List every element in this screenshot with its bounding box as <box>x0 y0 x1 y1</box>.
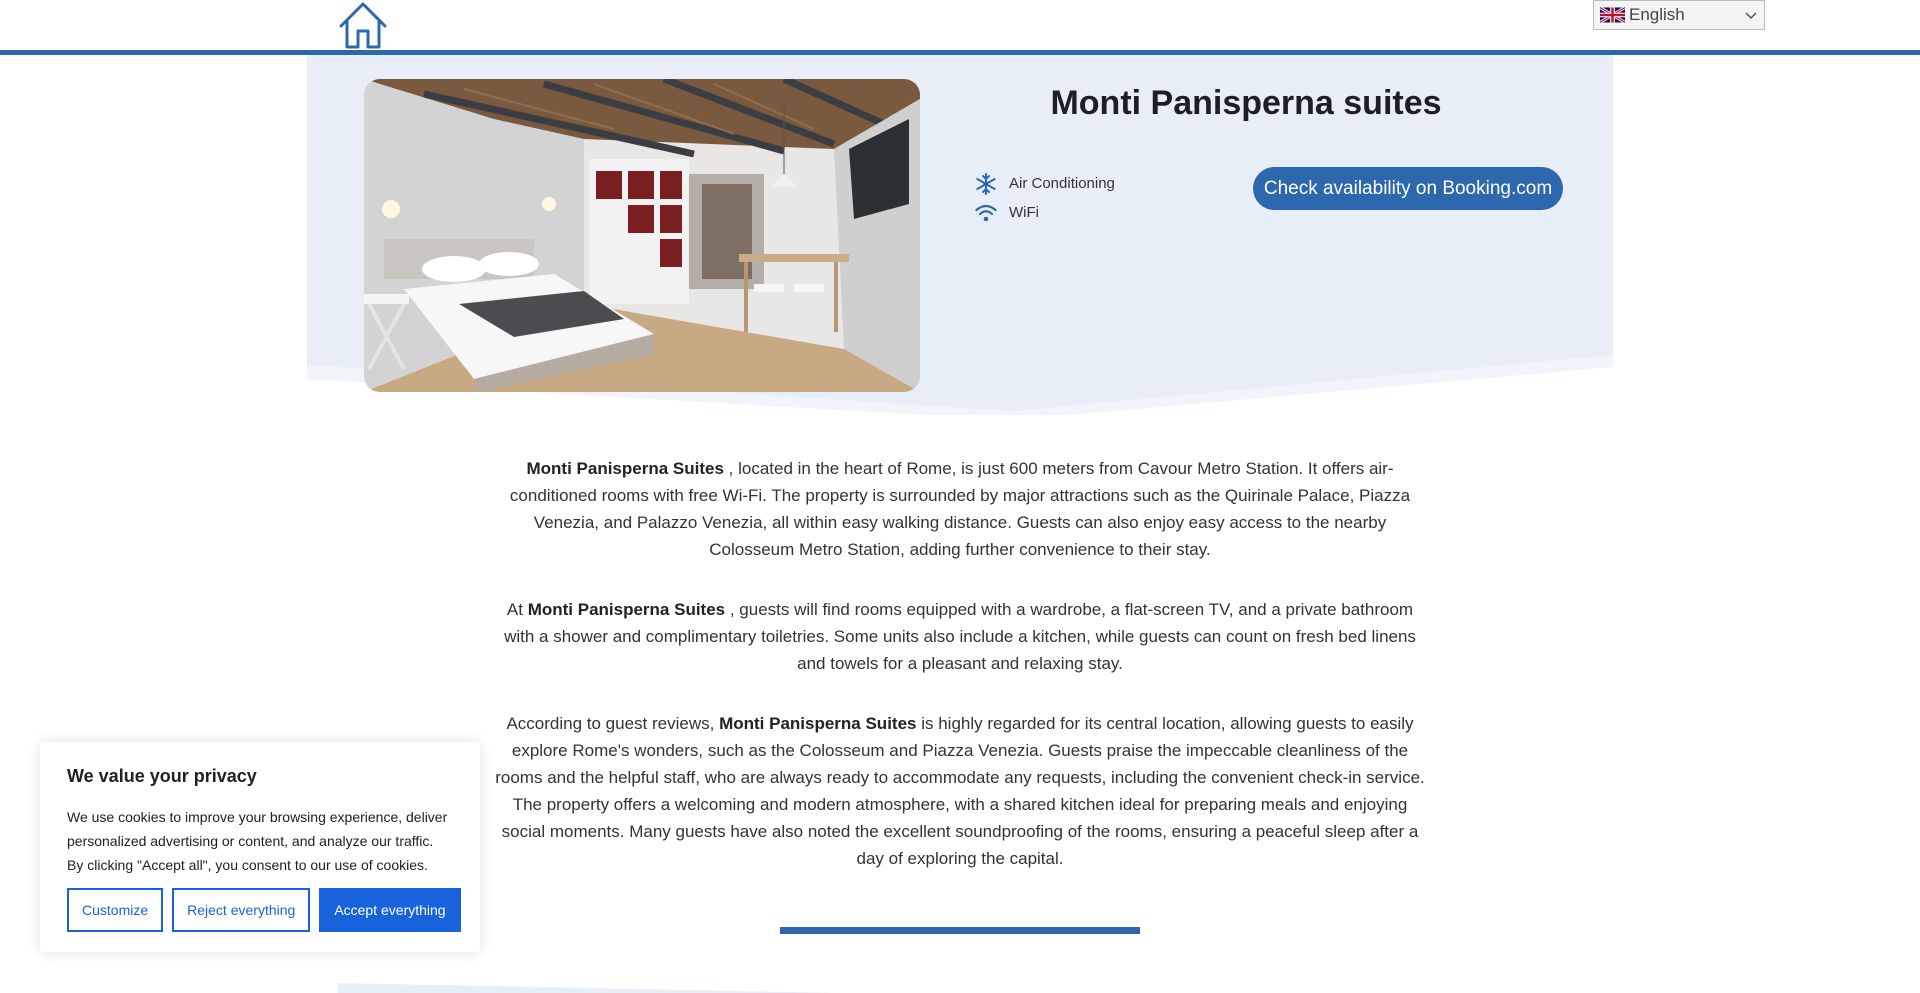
reject-all-button[interactable]: Reject everything <box>172 888 310 932</box>
amenity-air-conditioning <box>975 169 1115 198</box>
section-divider <box>780 927 1140 934</box>
property-title: Monti Panisperna suites <box>1050 84 1442 122</box>
cookie-title: We value your privacy <box>67 766 257 786</box>
description-paragraph-3: According to guest reviews, Monti Panisperna Suites is highly regarded for its central location, allowing guests to easily explore Rome's wonders, such as the Colosseum and Piazza Venezia. Guests praise the impeccable cleanliness of the rooms and the helpful staff, who are always ready to accommodate any requests, including the convenient check-in service. The property offers a welcoming and modern atmosphere, with a shared kitchen ideal for preparing meals and enjoying social moments. Many guests have also noted the excellent soundproofing of the rooms, ensuring a peaceful sleep after a day of exploring the capital. <box>495 714 1425 868</box>
accept-all-button[interactable]: Accept everything <box>319 888 460 932</box>
description-paragraph-1: Monti Panisperna Suites , located in the heart of Rome, is just 600 meters from Cavour Metro Station. It offers air-conditioned rooms with free Wi-Fi. The property is surrounded by major attractions such as the Quirinale Palace, Piazza Venezia, and Palazzo Venezia, all within easy walking distance. Guests can also enjoy easy access to the nearby Colosseum Metro Station, adding further convenience to their stay. <box>509 459 1411 559</box>
language-selected-label: English <box>1629 5 1685 24</box>
amenities-list <box>975 169 1115 227</box>
cookie-consent-banner <box>40 742 480 952</box>
customize-button[interactable]: Customize <box>67 888 163 932</box>
property-name-bold: Monti Panisperna Suites <box>527 600 726 619</box>
hero-section <box>307 55 1613 415</box>
property-name-bold: Monti Panisperna Suites <box>719 714 917 733</box>
property-description <box>492 455 1428 905</box>
chevron-down-icon <box>1744 8 1758 22</box>
next-section-background <box>338 980 838 993</box>
amenity-label: WiFi <box>1009 204 1039 221</box>
wifi-icon <box>975 202 997 224</box>
cookie-actions <box>67 888 461 932</box>
cookie-text: We use cookies to improve your browsing experience, deliver personalized advertising or content, and analyze our traffic. By clicking "Accept all", you consent to our use of cookies. <box>67 809 448 873</box>
uk-flag-icon <box>1600 6 1625 24</box>
home-icon[interactable] <box>337 0 389 50</box>
language-selector[interactable] <box>1593 0 1765 30</box>
room-photo <box>364 79 920 392</box>
property-name-bold: Monti Panisperna Suites <box>526 459 724 478</box>
amenity-label: Air Conditioning <box>1009 175 1115 192</box>
top-navigation-bar <box>0 0 1920 55</box>
amenity-wifi <box>975 198 1115 227</box>
check-availability-button[interactable]: Check availability on Booking.com <box>1253 167 1563 210</box>
snowflake-icon <box>975 173 997 195</box>
description-paragraph-2: At Monti Panisperna Suites , guests will find rooms equipped with a wardrobe, a flat-screen TV, and a private bathroom with a shower and complimentary toiletries. Some units also include a kitchen, while guests can count on fresh bed linens and towels for a pleasant and relaxing stay. <box>504 600 1416 673</box>
